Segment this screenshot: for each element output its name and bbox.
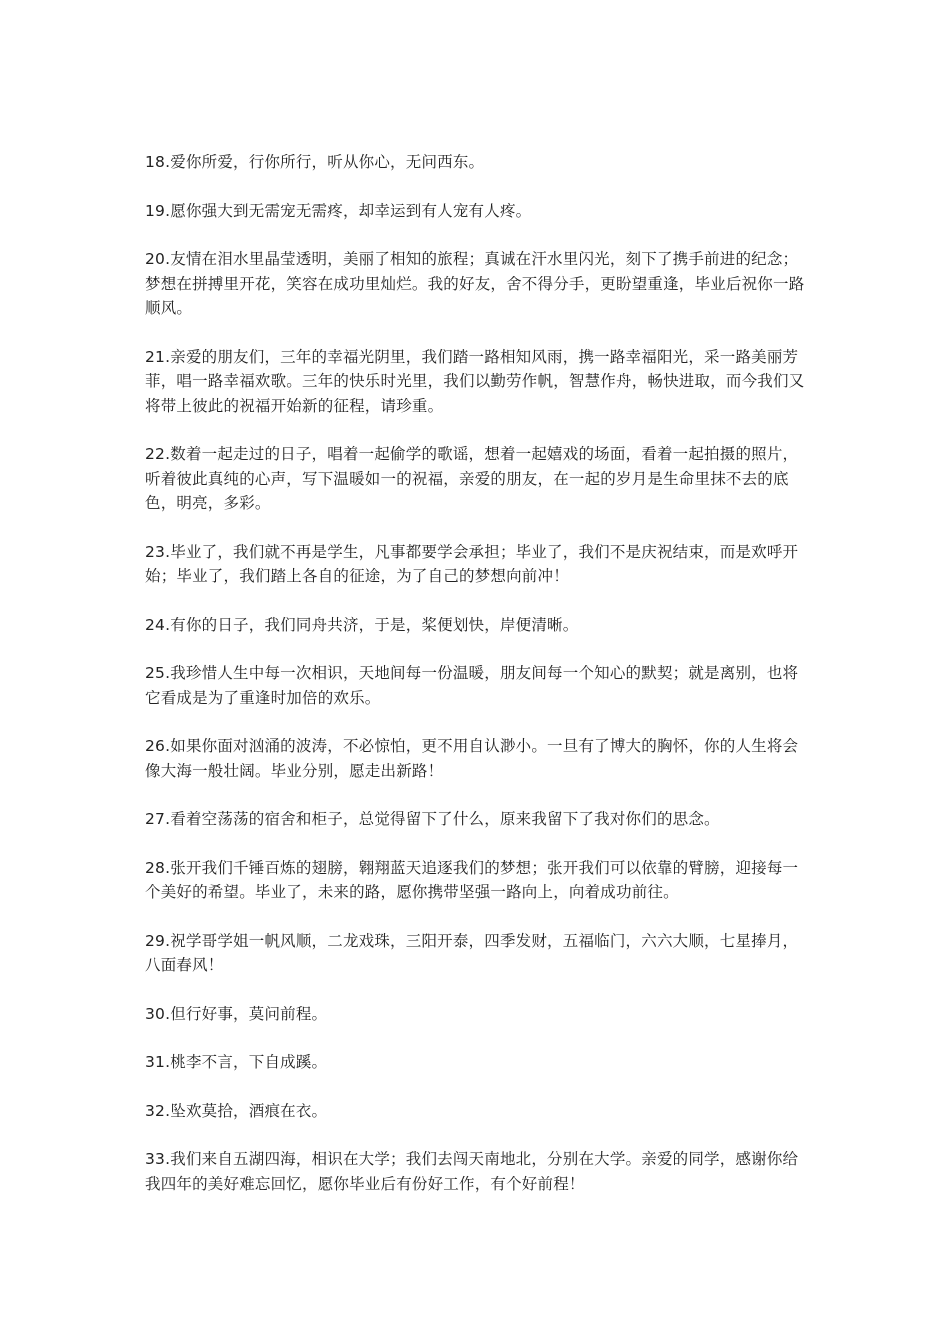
paragraph-32: 32.坠欢莫拾，酒痕在衣。	[145, 1101, 328, 1120]
paragraph-21: 21.亲爱的朋友们，三年的幸福光阴里，我们踏一路相知风雨，携一路幸福阳光，采一路美丽芳菲，唱一路幸福欢歌。三年的快乐时光里，我们以勤劳作帆，智慧作舟，畅快进取，而今我们又将带上彼此的祝福开始新的征程，请珍重。	[145, 347, 805, 415]
paragraph-22: 22.数着一起走过的日子，唱着一起偷学的歌谣，想着一起嬉戏的场面，看着一起拍摄的照片，听着彼此真纯的心声，写下温暖如一的祝福，亲爱的朋友，在一起的岁月是生命里抹不去的底色，明亮，多彩。	[145, 445, 799, 512]
paragraph-25: 25.我珍惜人生中每一次相识，天地间每一份温暖，朋友间每一个知心的默契；就是离别，也将它看成是为了重逢时加倍的欢乐。	[145, 664, 799, 707]
paragraph-23: 23.毕业了，我们就不再是学生，凡事都要学会承担；毕业了，我们不是庆祝结束，而是欢呼开始；毕业了，我们踏上各自的征途，为了自己的梦想向前冲！	[145, 542, 799, 585]
paragraph-24: 24.有你的日子，我们同舟共济，于是，桨便划快，岸便清晰。	[145, 615, 579, 634]
paragraph-29: 29.祝学哥学姐一帆风顺，二龙戏珠，三阳开泰，四季发财，五福临门，六六大顺，七星捧月，八面春风！	[145, 931, 799, 974]
paragraph-26: 26.如果你面对汹涌的波涛，不必惊怕，更不用自认渺小。一旦有了博大的胸怀，你的人生将会像大海一般壮阔。毕业分别，愿走出新路！	[145, 737, 799, 780]
paragraph-18: 18.爱你所爱，行你所行，听从你心，无问西东。	[145, 153, 485, 171]
paragraph-28: 28.张开我们千锤百炼的翅膀，翱翔蓝天追逐我们的梦想；张开我们可以依靠的臂膀，迎接每一个美好的希望。毕业了，未来的路，愿你携带坚强一路向上，向着成功前往。	[145, 858, 799, 901]
paragraph-33: 33.我们来自五湖四海，相识在大学；我们去闯天南地北，分别在大学。亲爱的同学，感谢你给我四年的美好难忘回忆，愿你毕业后有份好工作，有个好前程！	[145, 1150, 799, 1193]
paragraph-31: 31.桃李不言，下自成蹊。	[145, 1053, 328, 1071]
document-body	[145, 150, 809, 1220]
paragraph-27: 27.看着空荡荡的宿舍和柜子，总觉得留下了什么，原来我留下了我对你们的思念。	[145, 810, 720, 828]
paragraph-20: 20.友情在泪水里晶莹透明，美丽了相知的旅程；真诚在汗水里闪光，刻下了携手前进的纪念；梦想在拼搏里开花，笑容在成功里灿烂。我的好友，舍不得分手，更盼望重逢，毕业后祝你一路顺风。	[145, 250, 805, 317]
paragraph-19: 19.愿你强大到无需宠无需疼，却幸运到有人宠有人疼。	[145, 201, 532, 220]
paragraph-30: 30.但行好事，莫问前程。	[145, 1004, 328, 1023]
